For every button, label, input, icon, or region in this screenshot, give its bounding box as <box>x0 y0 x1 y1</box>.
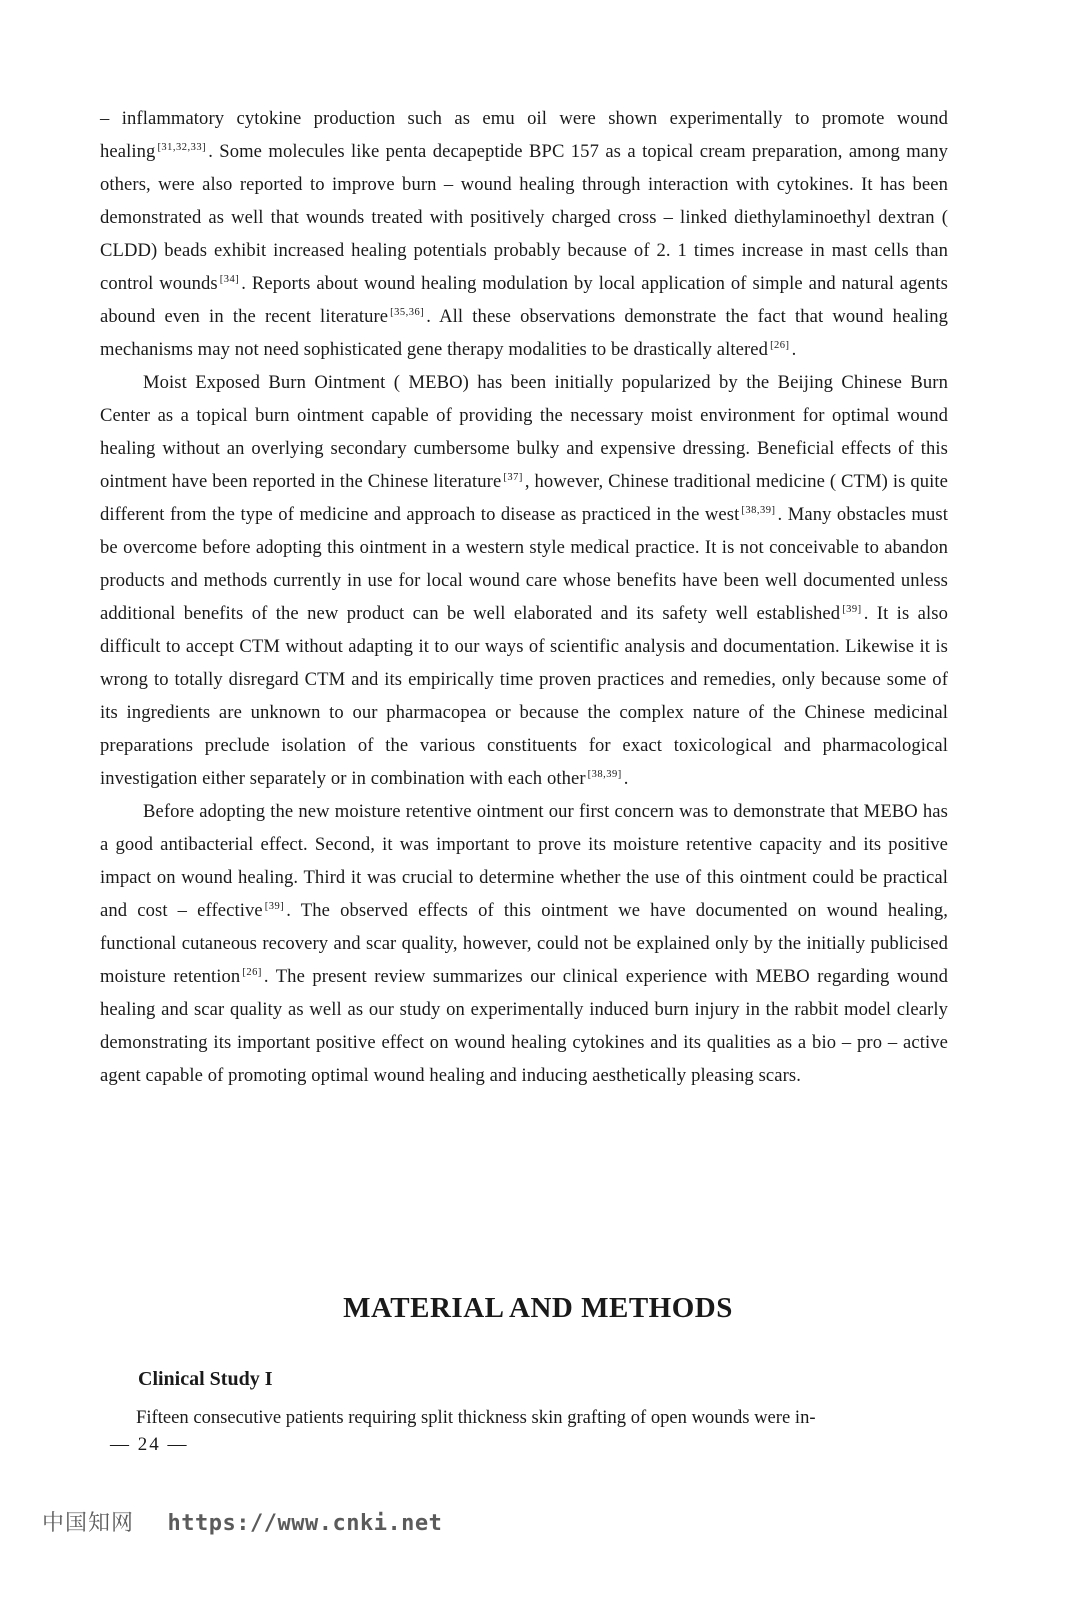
paragraph-text: . It is also difficult to accept CTM without adapting it to our ways of scientific analysis and documentation. Likewise it is wrong to totally disregard CTM and its empirically time proven practices and remedies, only because some of its ingredients are unknown to our pharmacopea or because the complex nature of the Chinese medicinal preparations preclude isolation of the various constituents for exact toxicological and pharmacological investigation either separately or in combination with each other <box>100 603 948 789</box>
paragraph-text: – inflammatory cytokine production such as emu oil were shown experimentally to promote wound healing <box>100 108 948 162</box>
paragraph-text: . <box>623 768 629 789</box>
paragraph-text: . Reports about wound healing modulation by local application of simple and natural agents abound even in the recent literature <box>100 273 948 327</box>
watermark-brand: 中国知网 <box>42 1511 135 1536</box>
paragraph-text: Moist Exposed Burn Ointment ( MEBO) has been initially popularized by the Beijing Chinese Burn Center as a topical burn ointment capable of providing the necessary moist environment for optimal wound healing without an overlying secondary cumbersome bulky and expensive dressing. Beneficial effects of this ointment have been reported in the Chinese literature <box>100 372 948 492</box>
subsection-heading: Clinical Study I <box>138 1368 273 1390</box>
citation-reference: [31,32,33] <box>157 142 207 153</box>
paragraph-text: . The present review summarizes our clinical experience with MEBO regarding wound healing and scar quality as well as our study on experimentally induced burn injury in the rabbit model clearly demonstrating its important positive effect on wound healing cytokines and its qualities as a bio – pro – active agent capable of promoting optimal wound healing and inducing aesthetically pleasing scars. <box>100 966 948 1086</box>
citation-reference: [26] <box>242 967 262 978</box>
citation-reference: [34] <box>219 274 240 285</box>
citation-reference: [39] <box>264 901 285 912</box>
citation-reference: [35,36] <box>390 307 425 318</box>
paragraph-text: . <box>791 339 797 360</box>
body-text <box>100 102 948 1092</box>
page-number: — 24 — <box>110 1434 189 1455</box>
citation-reference: [26] <box>770 340 790 351</box>
paragraph-text: , however, Chinese traditional medicine ( CTM) is quite different from the type of medicine and approach to disease as practiced in the west <box>100 471 948 525</box>
paragraph-text: Before adopting the new moisture retentive ointment our first concern was to demonstrate that MEBO has a good antibacterial effect. Second, it was important to prove its moisture retentive capacity and its positive impact on wound healing. Third it was crucial to determine whether the use of this ointment could be practical and cost – effective <box>100 801 948 921</box>
paragraph <box>100 366 948 795</box>
paragraph-text: . Many obstacles must be overcome before adopting this ointment in a western style medical practice. It is not conceivable to abandon products and methods currently in use for local wound care whose benefits have been well documented unless additional benefits of the new product can be well elaborated and its safety well established <box>100 504 948 624</box>
paragraph <box>100 795 948 1092</box>
paragraph-text: . All these observations demonstrate the fact that wound healing mechanisms may not need sophisticated gene therapy modalities to be drastically altered <box>100 306 949 360</box>
citation-reference: [37] <box>503 472 523 483</box>
paragraph-fragment: Fifteen consecutive patients requiring split thickness skin grafting of open wounds were in- <box>136 1407 816 1428</box>
citation-reference: [38,39] <box>587 769 622 780</box>
watermark-url[interactable]: https://www.cnki.net <box>167 1511 443 1536</box>
paragraph-text: . The observed effects of this ointment we have documented on wound healing, functional cutaneous recovery and scar quality, however, could not be explained only by the initially publicised moisture retention <box>100 900 949 987</box>
citation-reference: [39] <box>842 604 862 615</box>
paragraph-text: . Some molecules like penta decapeptide BPC 157 as a topical cream preparation, among many others, were also reported to improve burn – wound healing through interaction with cytokines. It has been demonstrated as well that wounds treated with positively charged cross – linked diethylaminoethyl dextran ( CLDD) beads exhibit increased healing potentials probably because of 2. 1 times increase in mast cells than control wounds <box>100 141 948 294</box>
citation-reference: [38,39] <box>741 505 776 516</box>
section-heading: MATERIAL AND METHODS <box>343 1292 733 1324</box>
paragraph <box>100 102 948 366</box>
watermark <box>42 1506 442 1537</box>
